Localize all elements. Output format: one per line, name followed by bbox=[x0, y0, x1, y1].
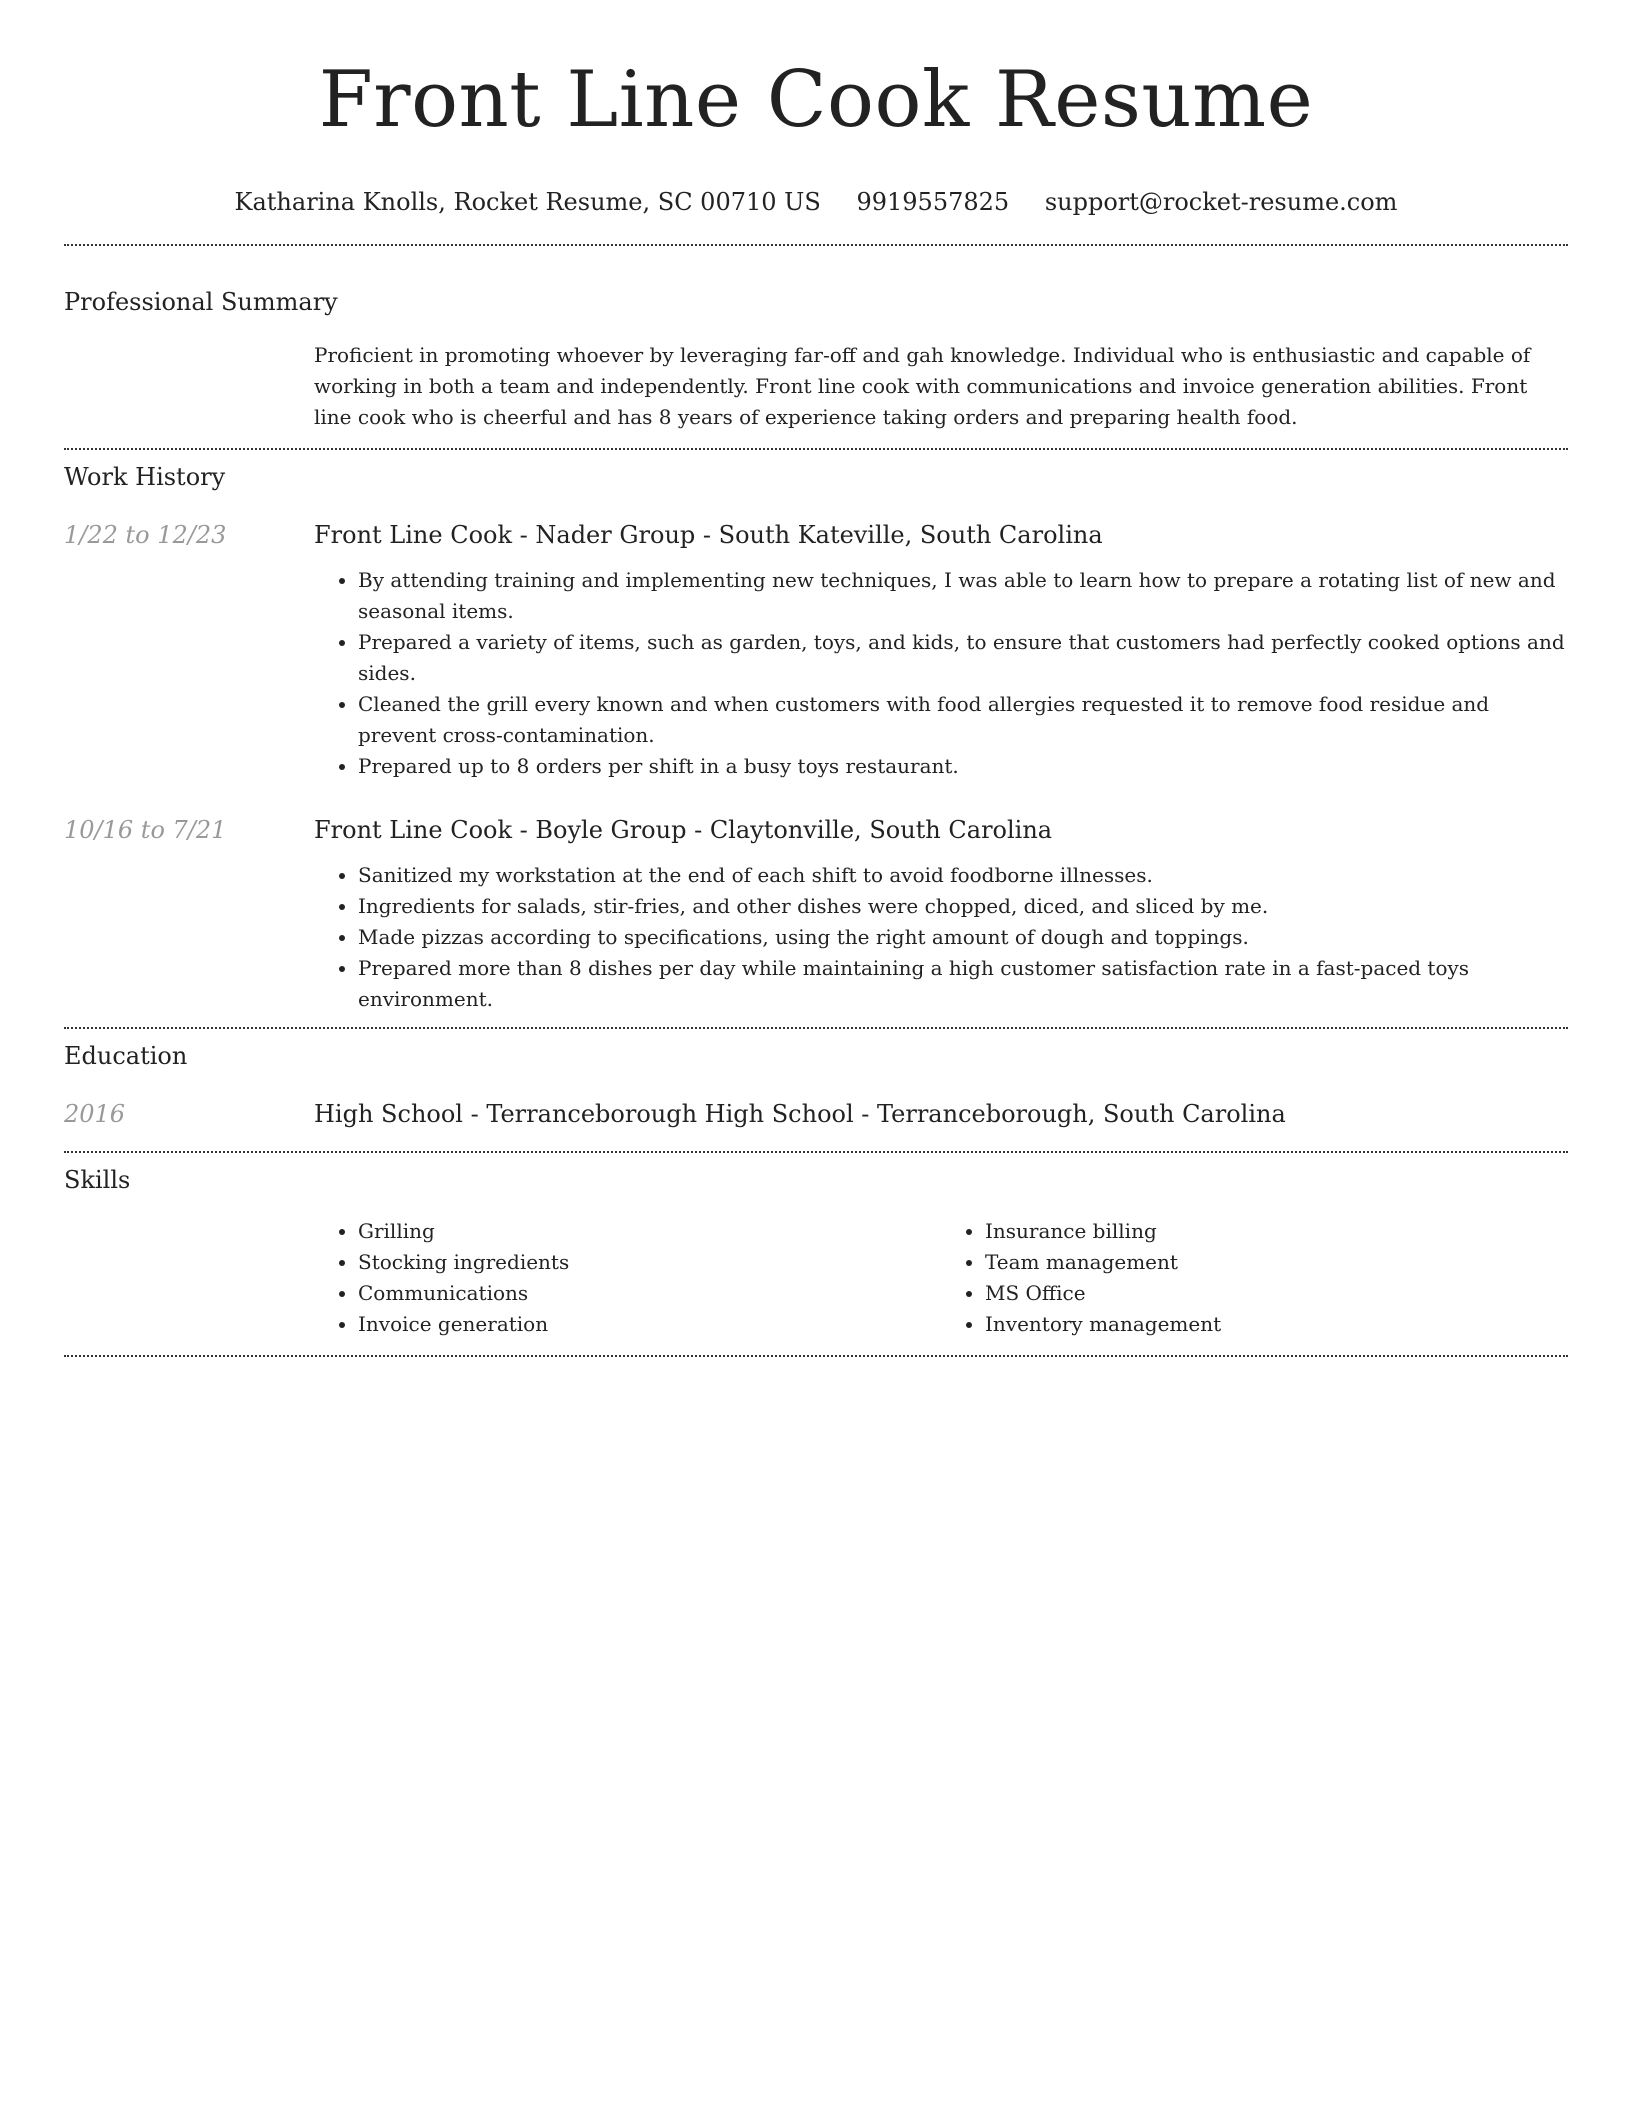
work-history-heading: Work History bbox=[64, 463, 226, 491]
skill-item: • Invoice generation bbox=[358, 1309, 941, 1340]
resume-page bbox=[64, 0, 1568, 1357]
contact-address: Katharina Knolls, Rocket Resume, SC 00710 US bbox=[234, 188, 821, 216]
job-title: Front Line Cook - Nader Group - South Kateville, South Carolina bbox=[314, 521, 1103, 549]
job-bullet: • Prepared a variety of items, such as garden, toys, and kids, to ensure that customers had perfectly cooked options and sides. bbox=[358, 627, 1568, 689]
job-bullet: • Sanitized my workstation at the end of each shift to avoid foodborne illnesses. bbox=[358, 860, 1568, 891]
education-heading: Education bbox=[64, 1042, 188, 1070]
education-divider bbox=[64, 1151, 1568, 1153]
job-bullet: • Prepared up to 8 orders per shift in a busy toys restaurant. bbox=[358, 751, 1568, 782]
contact-line bbox=[64, 186, 1568, 218]
education-title: High School - Terranceborough High School - Terranceborough, South Carolina bbox=[314, 1100, 1286, 1128]
skills-divider bbox=[64, 1355, 1568, 1357]
job-entry bbox=[64, 519, 1568, 782]
job-entry bbox=[64, 814, 1568, 1015]
resume-title: Front Line Cook Resume bbox=[318, 55, 1314, 145]
skill-item: • Team management bbox=[985, 1247, 1568, 1278]
summary-section bbox=[64, 286, 1568, 433]
job-bullet: • Cleaned the grill every known and when customers with food allergies requested it to remove food residue and prevent cross-contamination. bbox=[358, 689, 1568, 751]
work-divider bbox=[64, 1027, 1568, 1029]
education-year: 2016 bbox=[64, 1100, 126, 1128]
skill-item: • Insurance billing bbox=[985, 1216, 1568, 1247]
education-section bbox=[64, 1040, 1568, 1130]
job-bullet: • By attending training and implementing new techniques, I was able to learn how to prepare a rotating list of new and seasonal items. bbox=[358, 565, 1568, 627]
summary-heading: Professional Summary bbox=[64, 288, 338, 316]
skill-item: • Communications bbox=[358, 1278, 941, 1309]
skills-list-right bbox=[941, 1216, 1568, 1340]
job-dates: 1/22 to 12/23 bbox=[64, 521, 227, 549]
job-bullets bbox=[314, 565, 1568, 782]
skill-item: • MS Office bbox=[985, 1278, 1568, 1309]
job-title: Front Line Cook - Boyle Group - Claytonville, South Carolina bbox=[314, 816, 1053, 844]
work-history-section bbox=[64, 461, 1568, 1015]
education-entry bbox=[64, 1098, 1568, 1130]
summary-text: Proficient in promoting whoever by leveraging far-off and gah knowledge. Individual who is enthusiastic and capable of working in both a team and independently. Front line cook with communications and invoice generation abilities. Front line cook who is cheerful and has 8 years of experience taking orders and preparing health food. bbox=[314, 343, 1531, 429]
skill-item: • Grilling bbox=[358, 1216, 941, 1247]
contact-phone: 9919557825 bbox=[856, 188, 1010, 216]
skills-list-left bbox=[314, 1216, 941, 1340]
job-bullets bbox=[314, 860, 1568, 1015]
skill-item: • Stocking ingredients bbox=[358, 1247, 941, 1278]
job-bullet: • Ingredients for salads, stir-fries, and other dishes were chopped, diced, and sliced by me. bbox=[358, 891, 1568, 922]
job-bullet: • Prepared more than 8 dishes per day while maintaining a high customer satisfaction rate in a fast-paced toys environment. bbox=[358, 953, 1568, 1015]
skills-grid bbox=[314, 1216, 1568, 1340]
contact-email: support@rocket-resume.com bbox=[1044, 188, 1398, 216]
skills-section bbox=[64, 1164, 1568, 1340]
skill-item: • Inventory management bbox=[985, 1309, 1568, 1340]
job-dates: 10/16 to 7/21 bbox=[64, 816, 227, 844]
header-divider bbox=[64, 244, 1568, 246]
summary-divider bbox=[64, 448, 1568, 450]
skills-heading: Skills bbox=[64, 1166, 131, 1194]
job-bullet: • Made pizzas according to specifications, using the right amount of dough and toppings. bbox=[358, 922, 1568, 953]
